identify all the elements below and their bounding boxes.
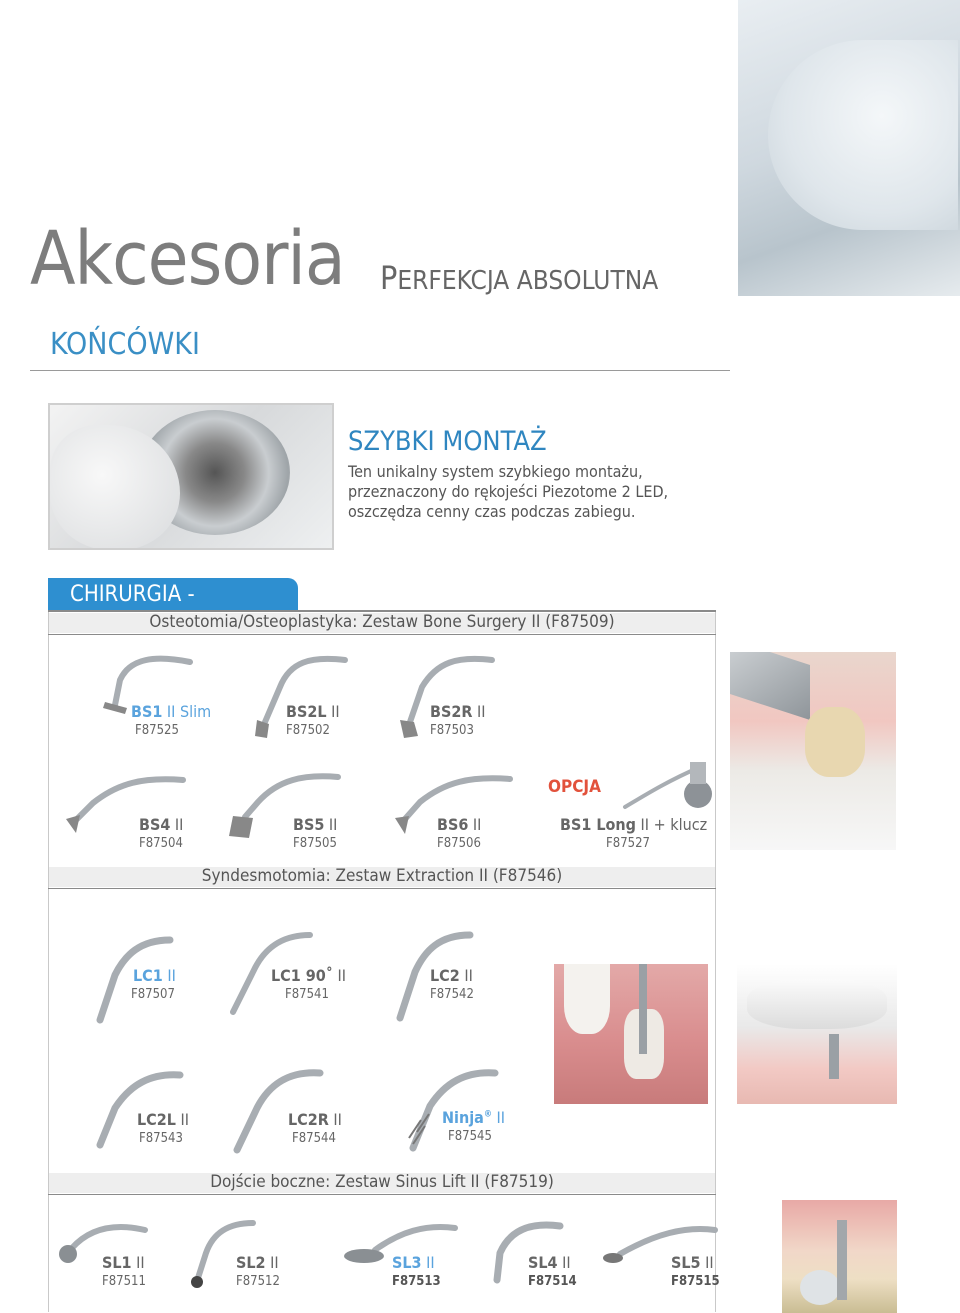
tip-sl3: SL3 II F87513 — [392, 1253, 441, 1289]
page-subtitle: PERFEKCJA ABSOLUTNA — [380, 259, 659, 297]
tip-sl5: SL5 II F87515 — [671, 1253, 720, 1289]
set-title-extraction: Syndesmotomia: Zestaw Extraction II (F87546) — [201, 866, 563, 886]
quick-mount-photo — [48, 403, 334, 550]
category-tab: CHIRURGIA - — [48, 578, 298, 612]
quick-mount-text: Ten unikalny system szybkiego montażu, przeznaczony do rękojeści Piezotome 2 LED, oszczędza cenny czas podczas zabiegu. — [348, 462, 669, 521]
tip-bs4: BS4 II F87504 — [139, 815, 184, 851]
set-title-bone-surgery: Osteotomia/Osteoplastyka: Zestaw Bone Surgery II (F87509) — [149, 612, 615, 632]
tip-bs2r: BS2R II F87503 — [430, 702, 486, 738]
tip-lc1: LC1 II F87507 — [131, 966, 176, 1002]
quick-mount-title: SZYBKI MONTAŻ — [348, 426, 547, 457]
option-label: OPCJA — [548, 777, 601, 797]
bs1-long-tip-image — [620, 752, 715, 814]
tip-sl2: SL2 II F87512 — [236, 1253, 280, 1289]
tip-sl4: SL4 II F87514 — [528, 1253, 577, 1289]
extraction-photo-2 — [737, 964, 897, 1104]
tip-bs1: BS1 II Slim F87525 — [131, 702, 212, 738]
tip-bs1-long: BS1 Long II + klucz F87527 — [560, 815, 708, 851]
surgeon-photo — [738, 0, 960, 296]
page-title: Akcesoria — [30, 216, 345, 302]
extraction-photo-1 — [554, 964, 708, 1104]
tip-lc2l: LC2L II F87543 — [137, 1110, 189, 1146]
header-divider — [30, 370, 730, 371]
tip-bs5: BS5 II F87505 — [293, 815, 338, 851]
tip-bs6: BS6 II F87506 — [437, 815, 482, 851]
set-title-sinus-lift: Dojście boczne: Zestaw Sinus Lift II (F87519) — [210, 1172, 554, 1192]
tip-sl1: SL1 II F87511 — [102, 1253, 146, 1289]
tip-lc2: LC2 II F87542 — [430, 966, 474, 1002]
bone-surgery-photo — [730, 652, 896, 850]
tip-ninja: Ninja® II F87545 — [442, 1108, 506, 1144]
sinus-lift-photo — [782, 1200, 897, 1313]
section-label: KOŃCÓWKI — [50, 327, 200, 362]
tip-lc1-90: LC1 90˚ II F87541 — [271, 966, 347, 1002]
tip-lc2r: LC2R II F87544 — [288, 1110, 342, 1146]
tip-bs2l: BS2L II F87502 — [286, 702, 340, 738]
